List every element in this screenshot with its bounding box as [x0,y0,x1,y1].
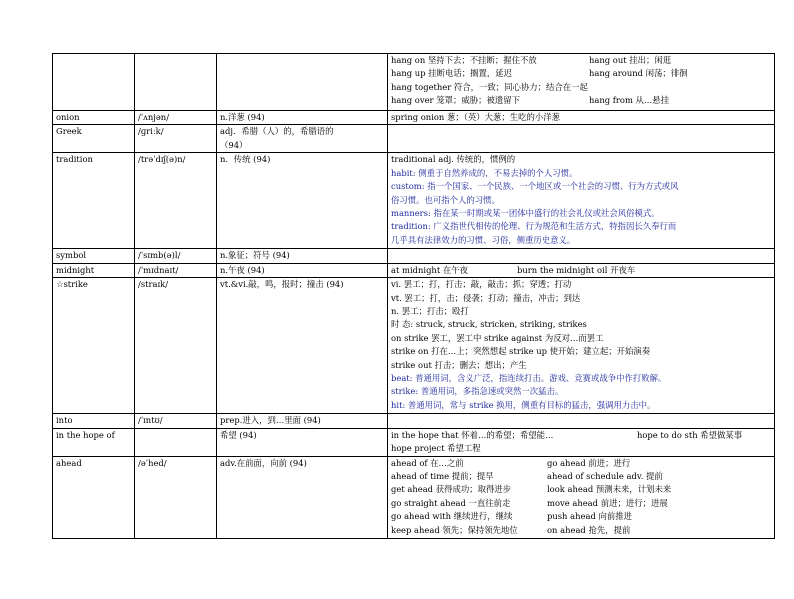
phonetic-cell: /əˈhed/ [135,456,217,538]
table-row [53,456,775,538]
table-row [53,125,775,153]
word-cell: Greek [53,125,135,153]
word-cell: midnight [53,263,135,277]
table-row [53,111,775,125]
notes-cell: ahead of 在…之前 go ahead 前进；进行 ahead of time 提前；提早 ahead of schedule adv. 提前 get ahead 获得成功；取得进步 look ahead 预测未来，计划未来 go straight ahead 一直往前走 move ahead 前进；进行；进展 go ahead with 继续进行，继续 push ahead 向前推进 keep ahead 领先；保持领先地位 on ahead 抢先，提前 [388,456,775,538]
notes-cell: in the hope that 怀着…的希望；希望能… hope to do sth 希望做某事 hope project 希望工程 [388,428,775,456]
word-cell: in the hope of [53,428,135,456]
word-cell: tradition [53,153,135,249]
meaning-cell: n.象征；符号 (94) [217,249,388,263]
phonetic-cell: /ˈʌnjən/ [135,111,217,125]
notes-cell: at midnight 在午夜 burn the midnight oil 开夜车 [388,263,775,277]
phonetic-cell: /ˈsɪmb(ə)l/ [135,249,217,263]
word-cell: into [53,414,135,428]
table-row [53,249,775,263]
table-row [53,263,775,277]
note-line: hang on 坚持下去；不挂断；握住不放 hang out 挂出；闲逛 [391,55,672,65]
table-row [53,428,775,456]
phonetic-cell: /ɡriːk/ [135,125,217,153]
note-line: hang over 笼罩；威胁；被遗留下 hang from 从…悬挂 [391,95,670,106]
note-line: hang together 符合，一致；同心协力；结合在一起 [391,81,588,92]
phonetic-cell [135,54,217,111]
notes-cell: traditional adj. 传统的，惯例的 habit: 侧重于自然养成的，不易去掉的个人习惯。 custom: 指一个国家、一个民族、一个地区或一个社会的习惯、行为方式或风 俗习惯。也可指个人的习惯。 manners: 指在某一时期或某一团体中盛行的社会礼仪或社会风俗模式。 tradition: 广义指世代相传的伦理、行为规范和生活方式，特指因长久奉行而 几乎具有法律效力的习惯、习俗，侧重历史意义。 [388,153,775,249]
phonetic-cell: /ˈɪntʊ/ [135,414,217,428]
notes-cell: vi. 罢工；打，打击；敲，敲击；抓；穿透；打动 vt. 罢工；打，击；侵袭；打动；撞击，冲击；到达 n. 罢工；打击；殴打 时 态: struck, struck, stricken, striking, strikes on strike 罢工，罢工中 strike against 为反对…而罢工 strike on 打在…上；突然想起 strike up 使开始；建立起；开始演奏 strike out 打击；删去；想出；产生 beat: 普通用词，含义广泛，指连续打击。游戏、竞赛或战争中作打败解。 strike: 普通用词，多指急速或突然一次猛击。 hit: 普通用词，常与 strike 换用，侧重有目标的猛击，强调用力击中。 [388,278,775,414]
phonetic-cell: /straɪk/ [135,278,217,414]
meaning-cell: 希望 (94) [217,428,388,456]
phonetic-cell [135,428,217,456]
meaning-cell: n.午夜 (94) [217,263,388,277]
meaning-cell: prep.进入，到…里面 (94) [217,414,388,428]
meaning-cell: adv.在前面，向前 (94) [217,456,388,538]
table-row [53,153,775,249]
phonetic-cell: /ˈmɪdnaɪt/ [135,263,217,277]
phonetic-cell: /trəˈdɪʃ(ə)n/ [135,153,217,249]
notes-cell [388,414,775,428]
notes-cell [388,125,775,153]
table-row [53,278,775,414]
meaning-cell: adj．希腊（人）的，希腊语的 （94） [217,125,388,153]
notes-cell [388,54,775,111]
table-row [53,54,775,111]
table-row [53,414,775,428]
meaning-cell [217,54,388,111]
meaning-cell: n．传统 (94) [217,153,388,249]
notes-cell [388,249,775,263]
meaning-cell: vt.&vi.敲，鸣，报时；撞击 (94) [217,278,388,414]
word-cell: onion [53,111,135,125]
word-cell: ahead [53,456,135,538]
word-cell [53,54,135,111]
vocabulary-table [52,53,775,539]
word-cell: symbol [53,249,135,263]
note-line: hang up 挂断电话；搁置，延迟 hang around 闲荡；徘徊 [391,68,688,79]
meaning-cell: n.洋葱 (94) [217,111,388,125]
notes-cell: spring onion 葱；（英）大葱；生吃的小洋葱 [388,111,775,125]
word-cell: ☆strike [53,278,135,414]
